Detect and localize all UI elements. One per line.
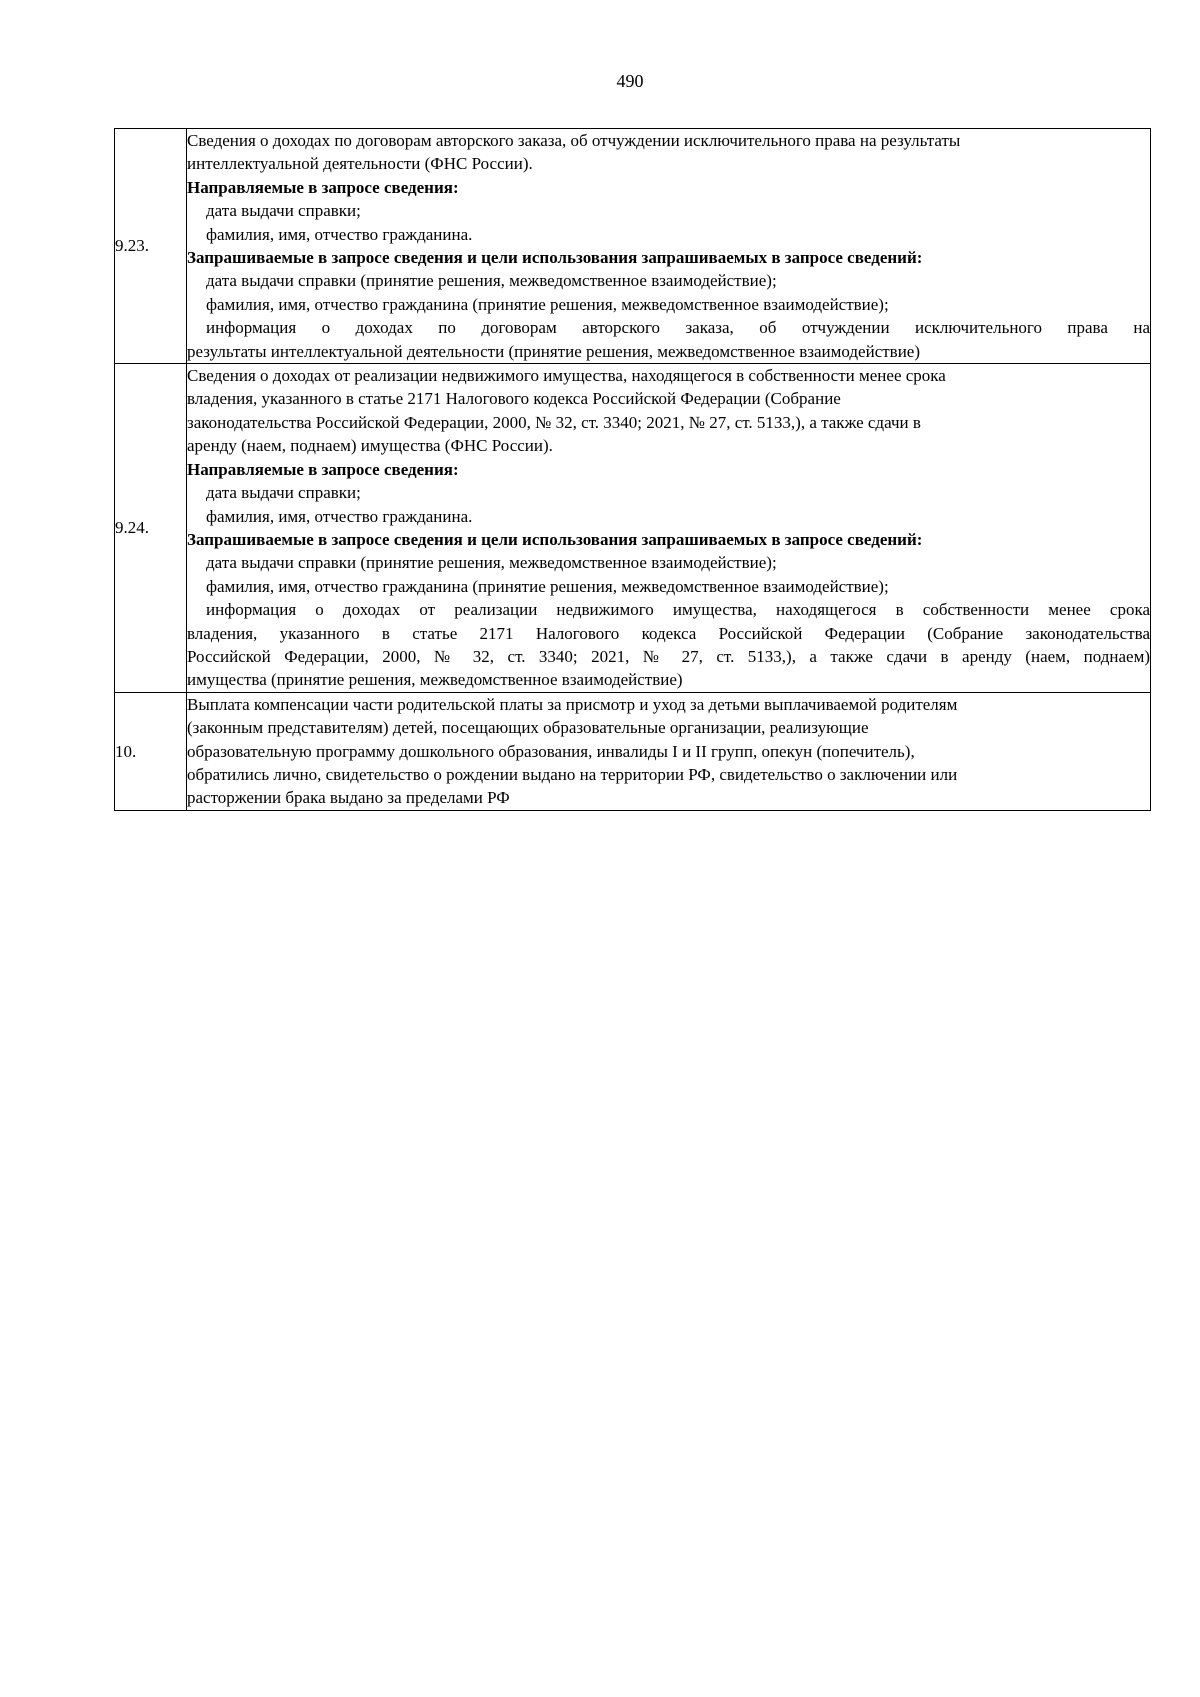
table-row (115, 692, 1151, 810)
page-number: 490 (616, 71, 644, 91)
text-line: владения, указанного в статье 2171 Налогового кодекса Российской Федерации (Собрание (187, 389, 841, 409)
row-number: 9.24. (115, 364, 187, 693)
row-content (187, 364, 1151, 693)
section-heading: Направляемые в запросе сведения: (187, 177, 459, 197)
list-item: дата выдачи справки; (206, 483, 361, 503)
list-item: фамилия, имя, отчество гражданина (принятие решения, межведомственное взаимодействие); (206, 294, 889, 314)
text-line: Российской Федерации, 2000, № 32, ст. 3340; 2021, № 27, ст. 5133,), а также сдачи в аренду (наем, поднаем) (187, 646, 1150, 666)
table-body (115, 129, 1151, 811)
list-item: фамилия, имя, отчество гражданина (принятие решения, межведомственное взаимодействие); (206, 576, 889, 596)
text-line: расторжении брака выдано за пределами РФ (187, 788, 510, 808)
table-row (115, 129, 1151, 364)
list-item: дата выдачи справки (принятие решения, межведомственное взаимодействие); (206, 553, 777, 573)
list-item: дата выдачи справки (принятие решения, межведомственное взаимодействие); (206, 271, 777, 291)
row-number: 10. (115, 692, 187, 810)
list-item: фамилия, имя, отчество гражданина. (206, 506, 473, 526)
list-item: фамилия, имя, отчество гражданина. (206, 224, 473, 244)
text-line: аренду (наем, поднаем) имущества (ФНС России). (187, 436, 553, 456)
text-line: Сведения о доходах от реализации недвижимого имущества, находящегося в собственности менее срока (187, 366, 946, 386)
row-content (187, 692, 1151, 810)
text-line: законодательства Российской Федерации, 2000, № 32, ст. 3340; 2021, № 27, ст. 5133,), а также сдачи в (187, 412, 921, 432)
text-line: Сведения о доходах по договорам авторского заказа, об отчуждении исключительного права на результаты (187, 131, 961, 150)
text-line: Выплата компенсации части родительской платы за присмотр и уход за детьми выплачиваемой родителям (187, 694, 958, 714)
text-line: интеллектуальной деятельности (ФНС России). (187, 154, 533, 174)
list-item: дата выдачи справки; (206, 201, 361, 221)
text-line: владения, указанного в статье 2171 Налогового кодекса Российской Федерации (Собрание законодательства (187, 623, 1150, 643)
table-row (115, 364, 1151, 693)
section-heading: Запрашиваемые в запросе сведения и цели использования запрашиваемых в запросе сведений: (187, 248, 923, 268)
section-heading: Запрашиваемые в запросе сведения и цели использования запрашиваемых в запросе сведений: (187, 529, 923, 549)
text-line: обратились лично, свидетельство о рождении выдано на территории РФ, свидетельство о заключении или (187, 764, 958, 784)
row-number: 9.23. (115, 129, 187, 364)
row-content (187, 129, 1151, 364)
text-line: имущества (принятие решения, межведомственное взаимодействие) (187, 670, 683, 690)
text-line: образовательную программу дошкольного образования, инвалиды I и II групп, опекун (попечитель), (187, 741, 915, 761)
text-line: (законным представителям) детей, посещающих образовательные организации, реализующие (187, 718, 869, 738)
section-heading: Направляемые в запросе сведения: (187, 459, 459, 479)
services-table (114, 128, 1151, 811)
text-line: результаты интеллектуальной деятельности (принятие решения, межведомственное взаимодействие) (187, 341, 921, 361)
list-item: информация о доходах от реализации недвижимого имущества, находящегося в собственности менее срока (206, 600, 1150, 620)
list-item: информация о доходах по договорам авторского заказа, об отчуждении исключительного права на (206, 318, 1150, 338)
